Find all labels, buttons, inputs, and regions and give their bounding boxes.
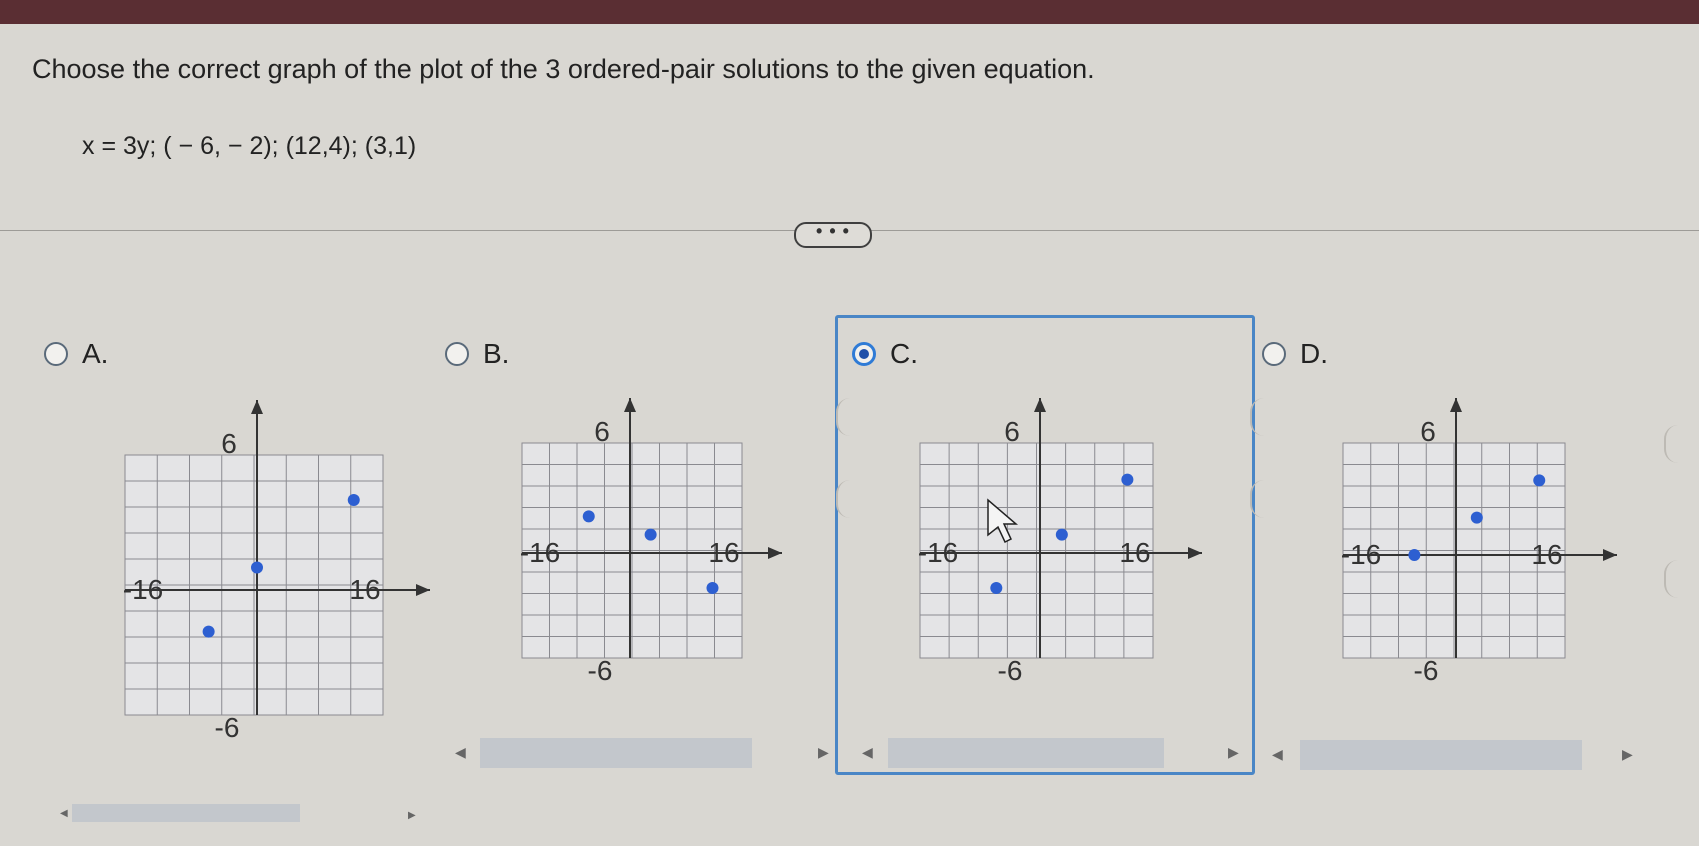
scroll-right-arrow[interactable]: ▶ (1228, 744, 1239, 760)
y-tick-label-neg: -6 (997, 655, 1023, 686)
scroll-left-arrow[interactable]: ◀ (455, 744, 466, 760)
y-tick-label-neg: -6 (587, 655, 613, 686)
plot-point (251, 562, 263, 574)
plot-point (203, 626, 215, 638)
plot-point (645, 529, 657, 541)
plot-point (348, 494, 360, 506)
plot-point (990, 582, 1002, 594)
scrollbar-c[interactable] (888, 738, 1164, 768)
x-tick-label-pos: 16 (1531, 539, 1563, 570)
x-tick-label-neg: -16 (122, 574, 164, 605)
scroll-right-arrow[interactable]: ▶ (818, 744, 829, 760)
option-d-label: D. (1300, 338, 1328, 369)
y-tick-label-pos: 6 (1004, 416, 1020, 447)
option-b-label: B. (483, 338, 510, 369)
x-tick-label-pos: 16 (708, 537, 740, 568)
scroll-right-arrow[interactable]: ▶ (408, 810, 416, 821)
y-tick-label-pos: 6 (221, 428, 237, 459)
plot-point (1408, 549, 1420, 561)
x-axis-arrow-icon (416, 584, 430, 596)
scroll-right-arrow[interactable]: ▶ (1622, 746, 1633, 762)
y-tick-label-pos: 6 (1420, 416, 1436, 447)
plot-point (1533, 474, 1545, 486)
plot-point (583, 510, 595, 522)
graph-a[interactable] (123, 400, 430, 743)
x-tick-label-pos: 16 (1119, 537, 1151, 568)
scrollbar-b[interactable] (480, 738, 752, 768)
plot-point (1056, 529, 1068, 541)
option-a-label: A. (82, 338, 109, 369)
scroll-left-arrow[interactable]: ◀ (60, 808, 68, 819)
equation-text: x = 3y; ( − 6, − 2); (12,4); (3,1) (82, 132, 417, 160)
x-axis-arrow-icon (1603, 549, 1617, 561)
y-tick-label-pos: 6 (594, 416, 610, 447)
plot-point (1471, 512, 1483, 524)
plot-point (707, 582, 719, 594)
y-tick-label-neg: -6 (1413, 655, 1439, 686)
x-tick-label-pos: 16 (349, 574, 381, 605)
x-axis-arrow-icon (768, 547, 782, 559)
more-button[interactable]: • • • (794, 222, 872, 248)
scroll-left-arrow[interactable]: ◀ (1272, 746, 1283, 762)
scrollbar-d[interactable] (1300, 740, 1582, 770)
y-axis-arrow-icon (1450, 398, 1462, 412)
x-axis-arrow-icon (1188, 547, 1202, 559)
graph-c[interactable] (918, 398, 1202, 686)
y-axis-arrow-icon (1034, 398, 1046, 412)
x-tick-label-neg: -16 (519, 537, 561, 568)
y-axis-arrow-icon (624, 398, 636, 412)
scroll-left-arrow[interactable]: ◀ (862, 744, 873, 760)
plot-point (1121, 474, 1133, 486)
x-tick-label-neg: -16 (1340, 539, 1382, 570)
graph-d[interactable] (1341, 398, 1617, 686)
scrollbar-a[interactable] (72, 804, 300, 822)
y-axis-arrow-icon (251, 400, 263, 414)
y-tick-label-neg: -6 (214, 712, 240, 743)
option-c-label: C. (890, 338, 918, 369)
x-tick-label-neg: -16 (917, 537, 959, 568)
graph-b[interactable] (520, 398, 782, 686)
question-text: Choose the correct graph of the plot of the 3 ordered-pair solutions to the given equation. (32, 54, 1095, 84)
